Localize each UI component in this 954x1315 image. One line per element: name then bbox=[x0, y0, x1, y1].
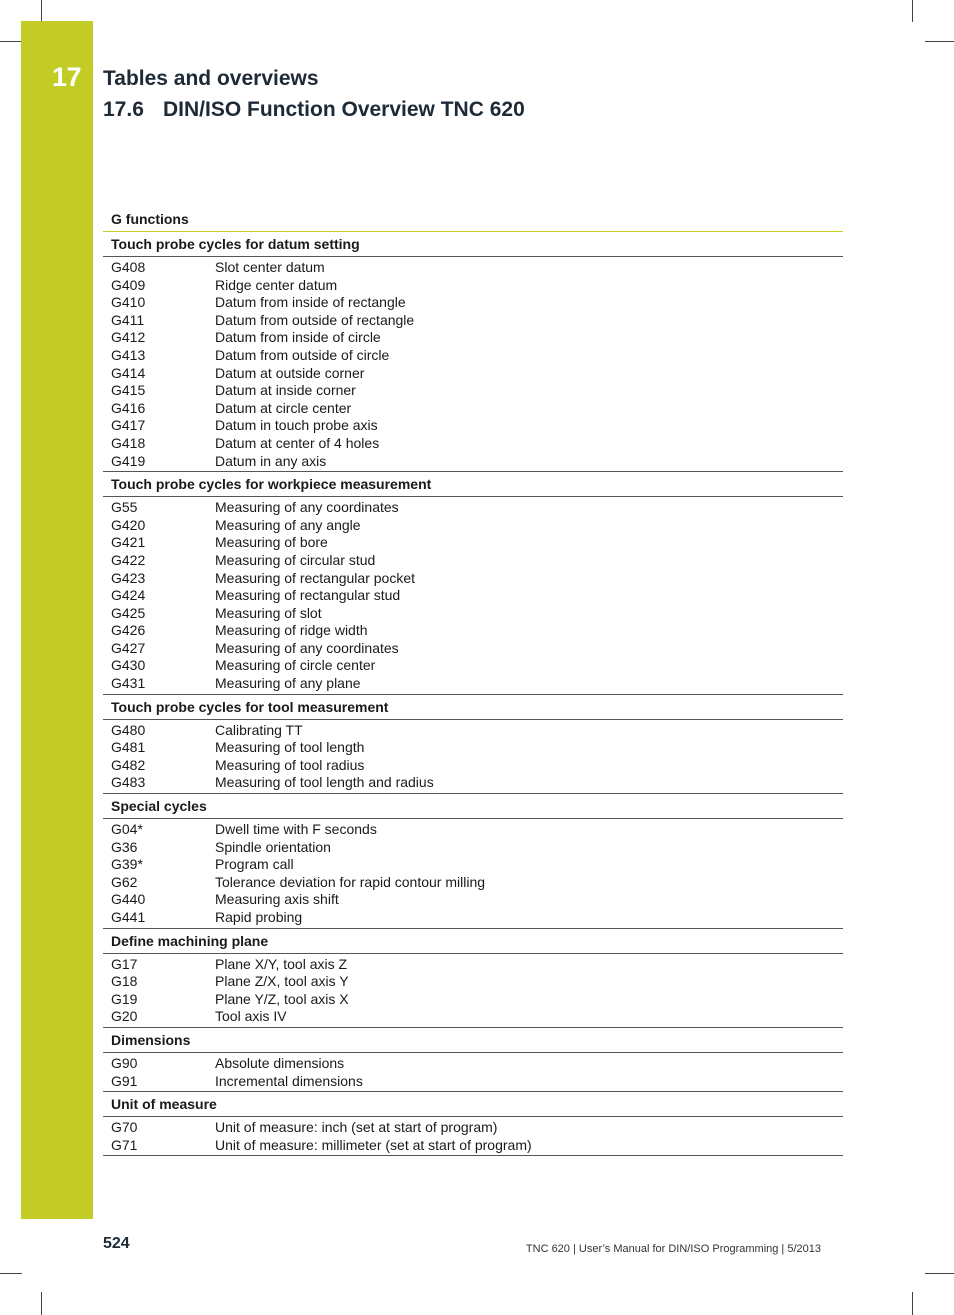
function-description: Measuring of tool length and radius bbox=[215, 774, 434, 791]
section-body bbox=[103, 257, 843, 472]
section-body bbox=[103, 1053, 843, 1092]
section-body bbox=[103, 954, 843, 1028]
function-description: Measuring of tool length bbox=[215, 739, 365, 756]
chapter-number: 17 bbox=[52, 62, 82, 92]
function-code: G417 bbox=[111, 417, 146, 434]
function-code: G483 bbox=[111, 774, 146, 791]
table-row bbox=[103, 774, 843, 792]
function-code: G36 bbox=[111, 838, 138, 855]
table-row bbox=[103, 587, 843, 605]
table-row bbox=[103, 722, 843, 740]
table-row bbox=[103, 400, 843, 418]
table-row bbox=[103, 453, 843, 471]
section-title: DIN/ISO Function Overview TNC 620 bbox=[163, 98, 525, 121]
function-code: G415 bbox=[111, 382, 146, 399]
section-body bbox=[103, 720, 843, 794]
function-code: G409 bbox=[111, 276, 146, 293]
table-row bbox=[103, 382, 843, 400]
function-code: G04* bbox=[111, 821, 143, 838]
function-description: Plane Y/Z, tool axis X bbox=[215, 990, 349, 1007]
table-row bbox=[103, 856, 843, 874]
function-description: Spindle orientation bbox=[215, 838, 331, 855]
page-number: 524 bbox=[103, 1235, 130, 1252]
section-heading-row: Dimensions bbox=[103, 1028, 843, 1053]
function-description: Datum at circle center bbox=[215, 399, 352, 416]
section-heading bbox=[103, 98, 525, 122]
function-code: G431 bbox=[111, 675, 146, 692]
function-description: Calibrating TT bbox=[215, 721, 303, 738]
function-code: G426 bbox=[111, 622, 146, 639]
table-row bbox=[103, 435, 843, 453]
function-description: Datum from inside of rectangle bbox=[215, 294, 406, 311]
function-description: Plane X/Y, tool axis Z bbox=[215, 955, 348, 972]
function-description: Rapid probing bbox=[215, 909, 303, 925]
crop-mark bbox=[912, 1292, 913, 1315]
table-row bbox=[103, 294, 843, 312]
function-description: Measuring of ridge width bbox=[215, 622, 368, 639]
table-row bbox=[103, 347, 843, 365]
function-description: Tolerance deviation for rapid contour milling bbox=[215, 873, 486, 890]
table-row bbox=[103, 329, 843, 347]
table-row bbox=[103, 757, 843, 775]
function-description: Dwell time with F seconds bbox=[215, 821, 377, 838]
function-code: G430 bbox=[111, 657, 146, 674]
function-code: G71 bbox=[111, 1136, 138, 1153]
function-code: G18 bbox=[111, 973, 138, 990]
section-body bbox=[103, 1117, 843, 1156]
function-code: G420 bbox=[111, 516, 146, 533]
function-code: G408 bbox=[111, 259, 146, 275]
table-row bbox=[103, 1055, 843, 1073]
function-code: G424 bbox=[111, 587, 146, 604]
footer-text: TNC 620 | User’s Manual for DIN/ISO Programming | 5/2013 bbox=[525, 1243, 821, 1255]
function-code: G414 bbox=[111, 364, 146, 381]
function-description: Measuring of slot bbox=[215, 604, 322, 621]
function-description: Datum from outside of circle bbox=[215, 346, 390, 363]
function-code: G413 bbox=[111, 346, 146, 363]
function-description: Measuring of any angle bbox=[215, 516, 361, 533]
function-description: Datum at inside corner bbox=[215, 382, 356, 399]
section-number: 17.6 bbox=[103, 98, 144, 121]
function-description: Measuring of tool radius bbox=[215, 756, 365, 773]
table-row bbox=[103, 991, 843, 1009]
table-row bbox=[103, 657, 843, 675]
function-description: Unit of measure: inch (set at start of program) bbox=[215, 1119, 498, 1136]
function-code: G17 bbox=[111, 955, 138, 972]
function-description: Tool axis IV bbox=[215, 1008, 287, 1025]
table-row bbox=[103, 417, 843, 435]
crop-mark bbox=[925, 41, 954, 42]
crop-mark bbox=[0, 41, 22, 42]
function-code: G70 bbox=[111, 1119, 138, 1136]
function-code: G421 bbox=[111, 534, 146, 551]
table-title: G functions bbox=[103, 210, 843, 232]
function-code: G482 bbox=[111, 756, 146, 773]
crop-mark bbox=[912, 0, 913, 22]
section-heading-row: Define machining plane bbox=[103, 929, 843, 954]
function-code: G441 bbox=[111, 909, 146, 925]
function-code: G91 bbox=[111, 1072, 138, 1089]
function-code: G425 bbox=[111, 604, 146, 621]
table-row bbox=[103, 1073, 843, 1091]
g-functions-table bbox=[103, 210, 843, 1156]
function-description: Absolute dimensions bbox=[215, 1054, 345, 1071]
function-description: Measuring of any coordinates bbox=[215, 639, 399, 656]
chapter-title: Tables and overviews bbox=[103, 67, 319, 90]
table-row bbox=[103, 1008, 843, 1026]
function-description: Measuring of circle center bbox=[215, 657, 376, 674]
function-description: Datum from outside of rectangle bbox=[215, 311, 415, 328]
function-description: Slot center datum bbox=[215, 259, 325, 275]
function-code: G419 bbox=[111, 452, 146, 469]
section-heading-row: Touch probe cycles for tool measurement bbox=[103, 695, 843, 720]
function-code: G62 bbox=[111, 873, 138, 890]
table-row bbox=[103, 675, 843, 693]
table-row bbox=[103, 909, 843, 927]
section-heading-row: Special cycles bbox=[103, 794, 843, 819]
table-row bbox=[103, 312, 843, 330]
table-row bbox=[103, 739, 843, 757]
function-description: Measuring of rectangular pocket bbox=[215, 569, 415, 586]
function-description: Program call bbox=[215, 856, 294, 873]
section-heading-row: Touch probe cycles for workpiece measurement bbox=[103, 472, 843, 497]
table-row bbox=[103, 874, 843, 892]
crop-mark bbox=[41, 0, 42, 22]
table-row bbox=[103, 973, 843, 991]
function-description: Plane Z/X, tool axis Y bbox=[215, 973, 349, 990]
table-row bbox=[103, 622, 843, 640]
table-row bbox=[103, 605, 843, 623]
function-description: Datum from inside of circle bbox=[215, 329, 381, 346]
table-row bbox=[103, 821, 843, 839]
function-description: Incremental dimensions bbox=[215, 1072, 363, 1089]
function-description: Unit of measure: millimeter (set at start of program) bbox=[215, 1136, 532, 1153]
table-row bbox=[103, 277, 843, 295]
table-row bbox=[103, 1137, 843, 1155]
function-description: Datum at outside corner bbox=[215, 364, 365, 381]
function-description: Datum at center of 4 holes bbox=[215, 434, 380, 451]
function-description: Measuring of circular stud bbox=[215, 551, 376, 568]
section-body bbox=[103, 497, 843, 695]
function-code: G90 bbox=[111, 1054, 138, 1071]
function-code: G39* bbox=[111, 856, 143, 873]
function-description: Measuring of rectangular stud bbox=[215, 587, 401, 604]
crop-mark bbox=[0, 1273, 22, 1274]
function-description: Measuring of any plane bbox=[215, 675, 361, 692]
section-heading-row: Touch probe cycles for datum setting bbox=[103, 232, 843, 257]
function-code: G427 bbox=[111, 639, 146, 656]
function-code: G19 bbox=[111, 990, 138, 1007]
table-row bbox=[103, 891, 843, 909]
function-code: G20 bbox=[111, 1008, 138, 1025]
table-row bbox=[103, 839, 843, 857]
table-row bbox=[103, 259, 843, 277]
table-row bbox=[103, 499, 843, 517]
function-code: G416 bbox=[111, 399, 146, 416]
function-code: G411 bbox=[111, 311, 145, 328]
table-row bbox=[103, 640, 843, 658]
crop-mark bbox=[925, 1273, 954, 1274]
table-row bbox=[103, 570, 843, 588]
table-row bbox=[103, 1119, 843, 1137]
table-row bbox=[103, 517, 843, 535]
function-code: G423 bbox=[111, 569, 146, 586]
function-description: Measuring of any coordinates bbox=[215, 499, 399, 516]
function-description: Datum in touch probe axis bbox=[215, 417, 378, 434]
function-description: Datum in any axis bbox=[215, 452, 327, 469]
function-code: G412 bbox=[111, 329, 146, 346]
function-description: Measuring axis shift bbox=[215, 891, 339, 908]
section-heading-row: Unit of measure bbox=[103, 1092, 843, 1117]
table-row bbox=[103, 956, 843, 974]
chapter-sidebar bbox=[21, 21, 93, 1219]
function-description: Ridge center datum bbox=[215, 276, 338, 293]
function-code: G410 bbox=[111, 294, 146, 311]
crop-mark bbox=[41, 1292, 42, 1315]
function-code: G480 bbox=[111, 721, 146, 738]
function-code: G55 bbox=[111, 499, 138, 516]
table-row bbox=[103, 552, 843, 570]
function-description: Measuring of bore bbox=[215, 534, 328, 551]
function-code: G440 bbox=[111, 891, 146, 908]
function-code: G481 bbox=[111, 739, 146, 756]
function-code: G418 bbox=[111, 434, 146, 451]
section-body bbox=[103, 819, 843, 929]
function-code: G422 bbox=[111, 551, 146, 568]
table-row bbox=[103, 534, 843, 552]
table-row bbox=[103, 365, 843, 383]
